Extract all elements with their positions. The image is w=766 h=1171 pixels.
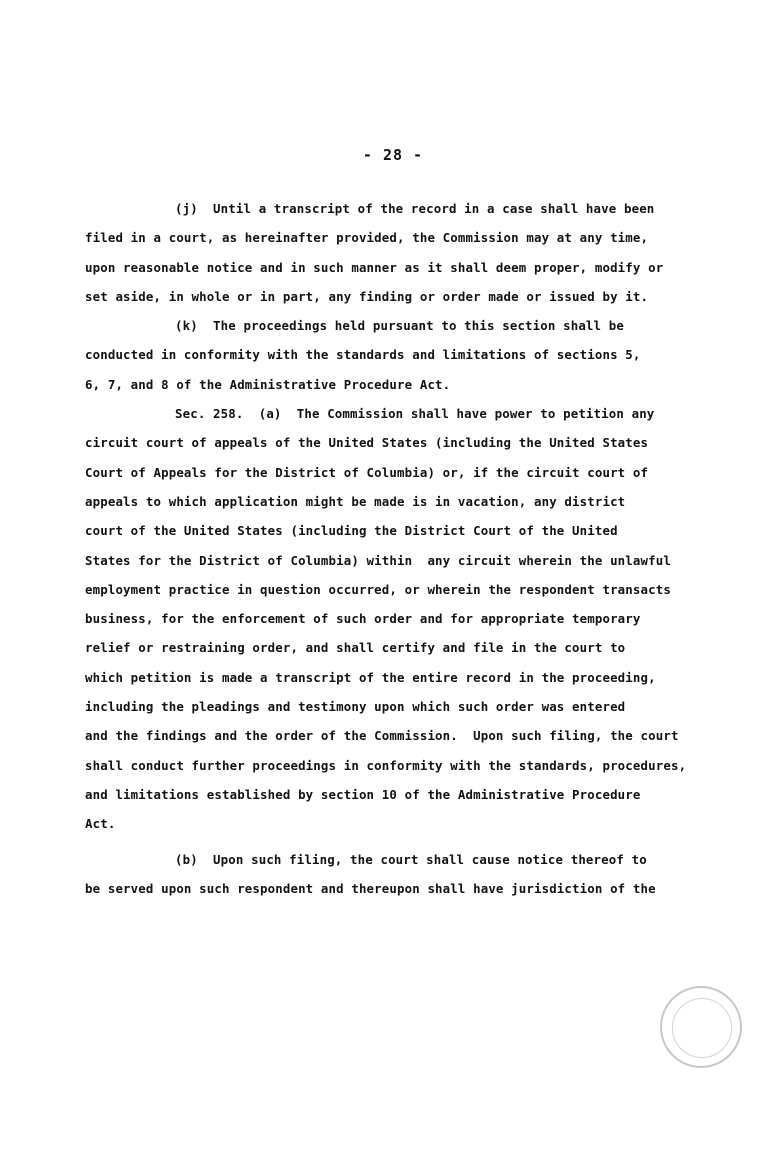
text-line: be served upon such respondent and thereupon shall have jurisdiction of the xyxy=(85,880,656,896)
text-line: upon reasonable notice and in such manner as it shall deem proper, modify or xyxy=(85,259,664,275)
text-line: Sec. 258. (a) The Commission shall have power to petition any xyxy=(175,406,655,422)
text-line: appeals to which application might be made is in vacation, any district xyxy=(85,493,626,509)
text-line: (k) The proceedings held pursuant to this section shall be xyxy=(175,318,624,334)
text-line: employment practice in question occurred, or wherein the respondent transacts xyxy=(85,581,671,597)
text-line: shall conduct further proceedings in conformity with the standards, procedures, xyxy=(85,757,687,773)
text-line: relief or restraining order, and shall certify and file in the court to xyxy=(85,640,626,656)
text-line: conducted in conformity with the standards and limitations of sections 5, xyxy=(85,347,641,363)
text-line: circuit court of appeals of the United States (including the United States xyxy=(85,435,649,451)
text-line: and limitations established by section 10 of the Administrative Procedure xyxy=(85,786,641,802)
text-line: (j) Until a transcript of the record in a case shall have been xyxy=(175,201,655,216)
text-line: Act. xyxy=(85,816,116,832)
library-stamp-icon xyxy=(660,986,742,1068)
text-line: filed in a court, as hereinafter provided, the Commission may at any time, xyxy=(85,230,649,246)
text-line: business, for the enforcement of such order and for appropriate temporary xyxy=(85,611,641,627)
text-line: (b) Upon such filing, the court shall cause notice thereof to xyxy=(175,851,647,867)
text-line: States for the District of Columbia) within any circuit wherein the unlawful xyxy=(85,552,671,568)
text-line: including the pleadings and testimony upon which such order was entered xyxy=(85,699,626,715)
page-number: - 28 - xyxy=(362,146,424,164)
text-line: which petition is made a transcript of the entire record in the proceeding, xyxy=(85,669,656,685)
text-line: 6, 7, and 8 of the Administrative Procedure Act. xyxy=(85,376,451,392)
document-body xyxy=(85,194,725,903)
text-line: set aside, in whole or in part, any finding or order made or issued by it. xyxy=(85,288,649,304)
text-line: court of the United States (including the District Court of the United xyxy=(85,523,618,539)
text-line: Court of Appeals for the District of Columbia) or, if the circuit court of xyxy=(85,464,649,480)
text-line: and the findings and the order of the Commission. Upon such filing, the court xyxy=(85,728,679,744)
